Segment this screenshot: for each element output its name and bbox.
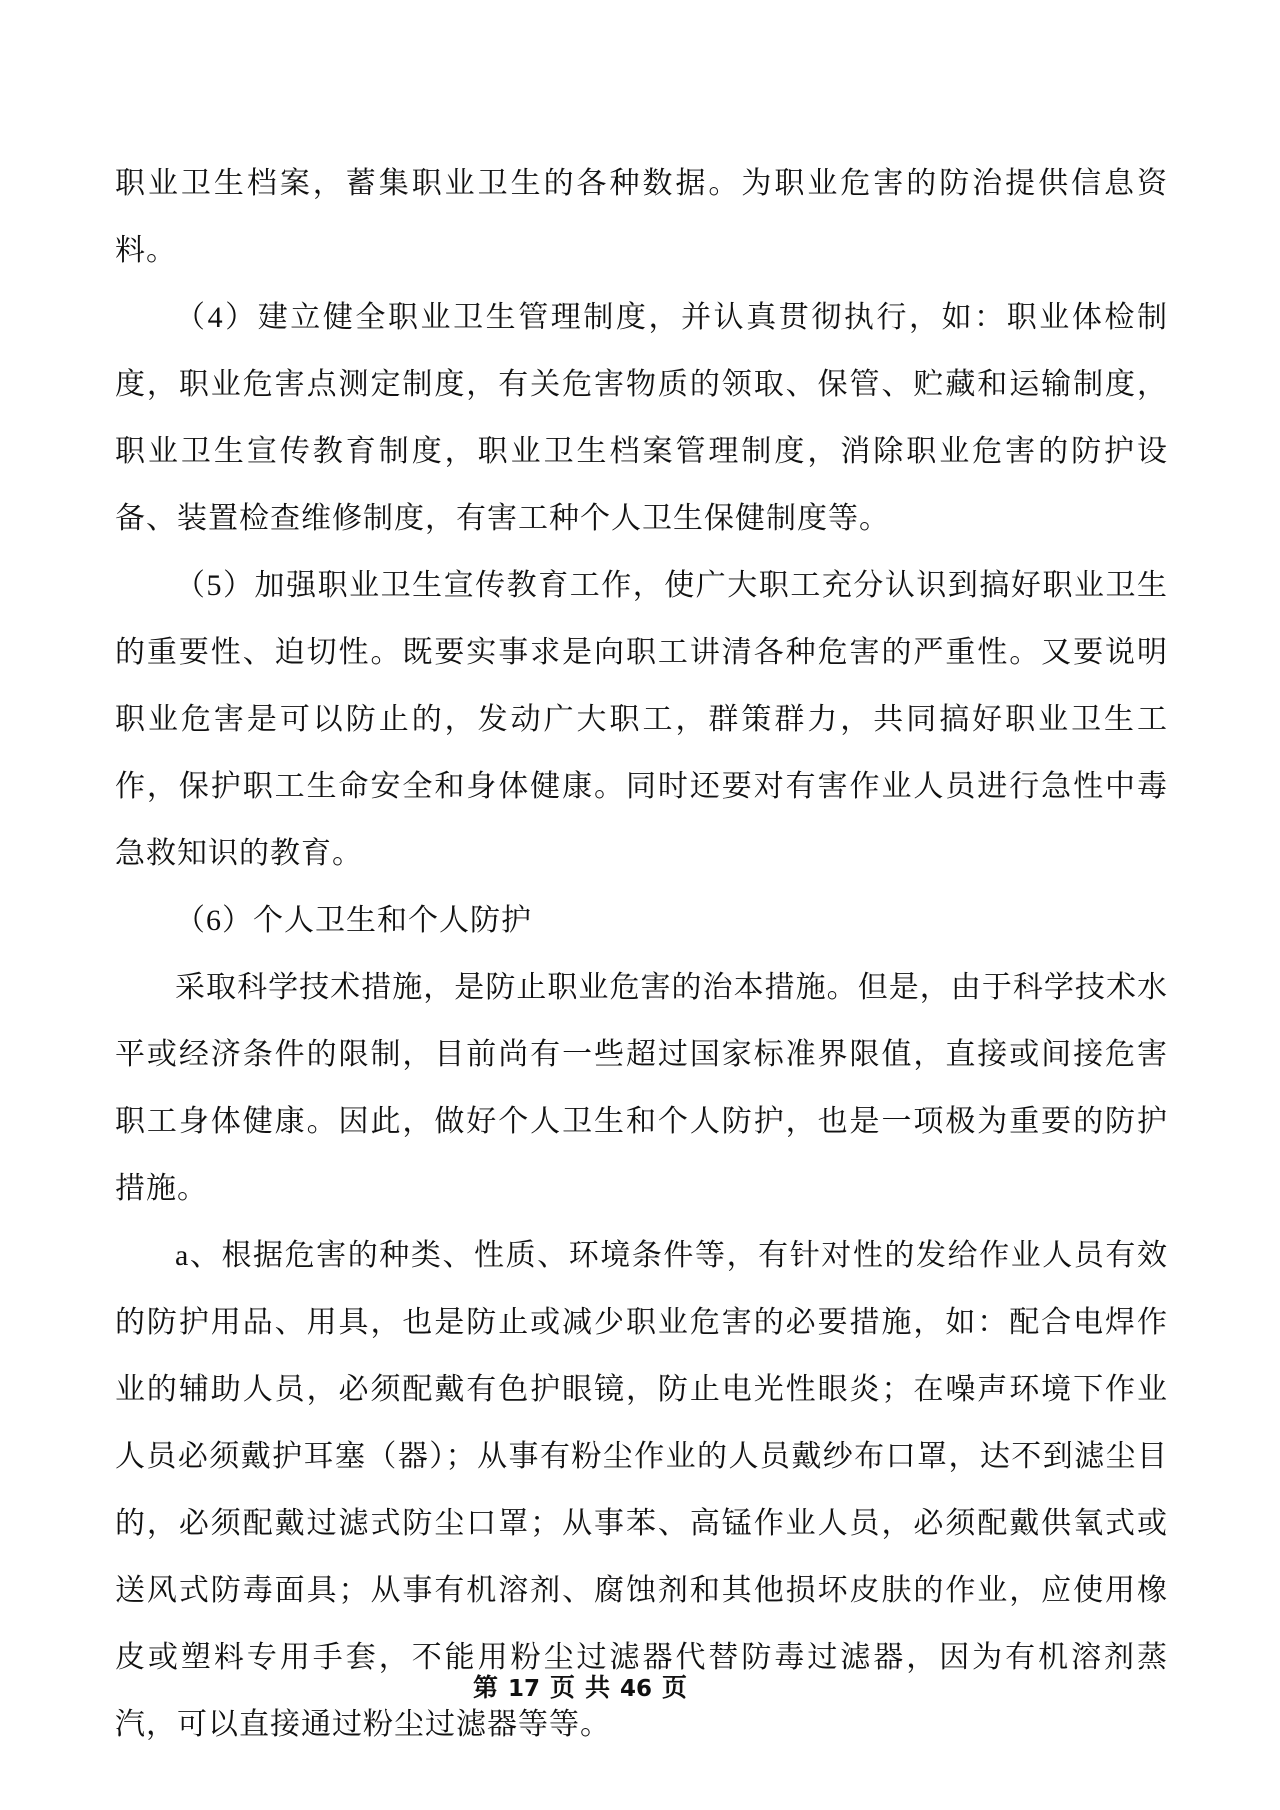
footer-label-gong: 共 [585,1675,611,1702]
document-body [115,150,1168,1758]
paragraph-item-a: a、根据危害的种类、性质、环境条件等，有针对性的发给作业人员有效的防护用品、用具，也是防止或减少职业危害的必要措施，如：配合电焊作业的辅助人员，必须配戴有色护眼镜，防止电光性眼炎；在噪声环境下作业人员必须戴护耳塞（器）；从事有粉尘作业的人员戴纱布口罩，达不到滤尘目的，必须配戴过滤式防尘口罩；从事苯、高锰作业人员，必须配戴供氧式或送风式防毒面具；从事有机溶剂、腐蚀剂和其他损坏皮肤的作业，应使用橡皮或塑料专用手套，不能用粉尘过滤器代替防毒过滤器，因为有机溶剂蒸汽，可以直接通过粉尘过滤器等等。 [115,1239,1168,1741]
paragraph-personal-protection: 采取科学技术措施，是防止职业危害的治本措施。但是，由于科学技术水平或经济条件的限制，目前尚有一些超过国家标准界限值，直接或间接危害职工身体健康。因此，做好个人卫生和个人防护，也是一项极为重要的防护措施。 [115,971,1168,1205]
paragraph-item-5: （5）加强职业卫生宣传教育工作，使广大职工充分认识到搞好职业卫生的重要性、迫切性。既要实事求是向职工讲清各种危害的严重性。又要说明职业危害是可以防止的，发动广大职工，群策群力，共同搞好职业卫生工作，保护职工生命安全和身体健康。同时还要对有害作业人员进行急性中毒急救知识的教育。 [115,569,1168,870]
footer-label-di: 第 [472,1675,498,1702]
footer-label-ye-2: 页 [662,1675,688,1702]
page-footer [0,1668,1280,1704]
paragraph-continuation: 职业卫生档案，蓄集职业卫生的各种数据。为职业危害的防治提供信息资料。 [115,167,1168,267]
paragraph-item-4: （4）建立健全职业卫生管理制度，并认真贯彻执行，如：职业体检制度，职业危害点测定制度，有关危害物质的领取、保管、贮藏和运输制度，职业卫生宣传教育制度，职业卫生档案管理制度，消除职业危害的防护设备、装置检查维修制度，有害工种个人卫生保健制度等。 [115,301,1168,535]
footer-current-page-number: 17 [507,1676,540,1702]
footer-label-ye-1: 页 [549,1675,575,1702]
footer-total-pages-number: 46 [620,1676,653,1702]
paragraph-heading-item-6: （6）个人卫生和个人防护 [175,904,532,937]
